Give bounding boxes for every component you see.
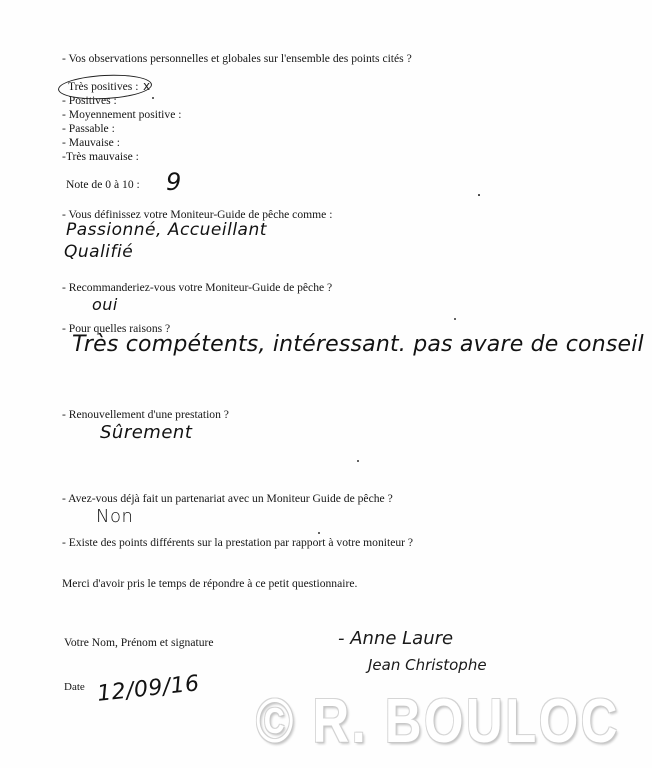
option-tres-mauvaise: -Très mauvaise : xyxy=(62,150,139,163)
renewal-answer: Sûrement xyxy=(100,422,193,443)
question-recommend: - Recommanderiez-vous votre Moniteur-Guide de pêche ? xyxy=(62,281,333,294)
question-partnership: - Avez-vous déjà fait un partenariat avec un Moniteur Guide de pêche ? xyxy=(62,492,393,505)
option-tres-positives: Très positives : xyxy=(68,80,139,93)
scan-speck xyxy=(478,194,480,196)
date-value: 12/09/16 xyxy=(96,671,201,707)
thanks-text: Merci d'avoir pris le temps de répondre à ce petit questionnaire. xyxy=(62,577,358,590)
check-mark-icon: x xyxy=(143,79,151,93)
define-answer-line1: Passionné, Accueillant xyxy=(66,220,267,240)
option-passable: - Passable : xyxy=(62,122,115,135)
partnership-answer: Non xyxy=(96,506,134,527)
note-label: Note de 0 à 10 : xyxy=(66,178,140,191)
copyright-watermark: © R. BOULOC xyxy=(256,687,620,756)
option-positives: - Positives : xyxy=(62,94,117,107)
reasons-answer: Très compétents, intéressant. pas avare de conseil xyxy=(72,332,644,357)
date-label: Date xyxy=(64,681,85,693)
recommend-answer: oui xyxy=(92,295,118,314)
question-reasons: - Pour quelles raisons ? xyxy=(62,322,171,335)
signature-label: Votre Nom, Prénom et signature xyxy=(64,636,214,649)
question-observations: - Vos observations personnelles et globales sur l'ensemble des points cités ? xyxy=(62,52,412,65)
question-renewal: - Renouvellement d'une prestation ? xyxy=(62,408,229,421)
option-moyennement-positive: - Moyennement positive : xyxy=(62,108,182,121)
option-mauvaise: - Mauvaise : xyxy=(62,136,120,149)
scan-speck xyxy=(357,460,359,462)
question-define-guide: - Vous définissez votre Moniteur-Guide de pêche comme : xyxy=(62,208,333,221)
define-answer-line2: Qualifié xyxy=(64,242,134,262)
signature-line2: Jean Christophe xyxy=(368,656,487,674)
scan-speck xyxy=(454,318,456,320)
note-answer: 9 xyxy=(166,168,182,196)
question-differences: - Existe des points différents sur la prestation par rapport à votre moniteur ? xyxy=(62,536,414,549)
signature-line1: - Anne Laure xyxy=(338,628,454,649)
scan-speck xyxy=(318,532,320,534)
scan-speck xyxy=(152,97,154,99)
